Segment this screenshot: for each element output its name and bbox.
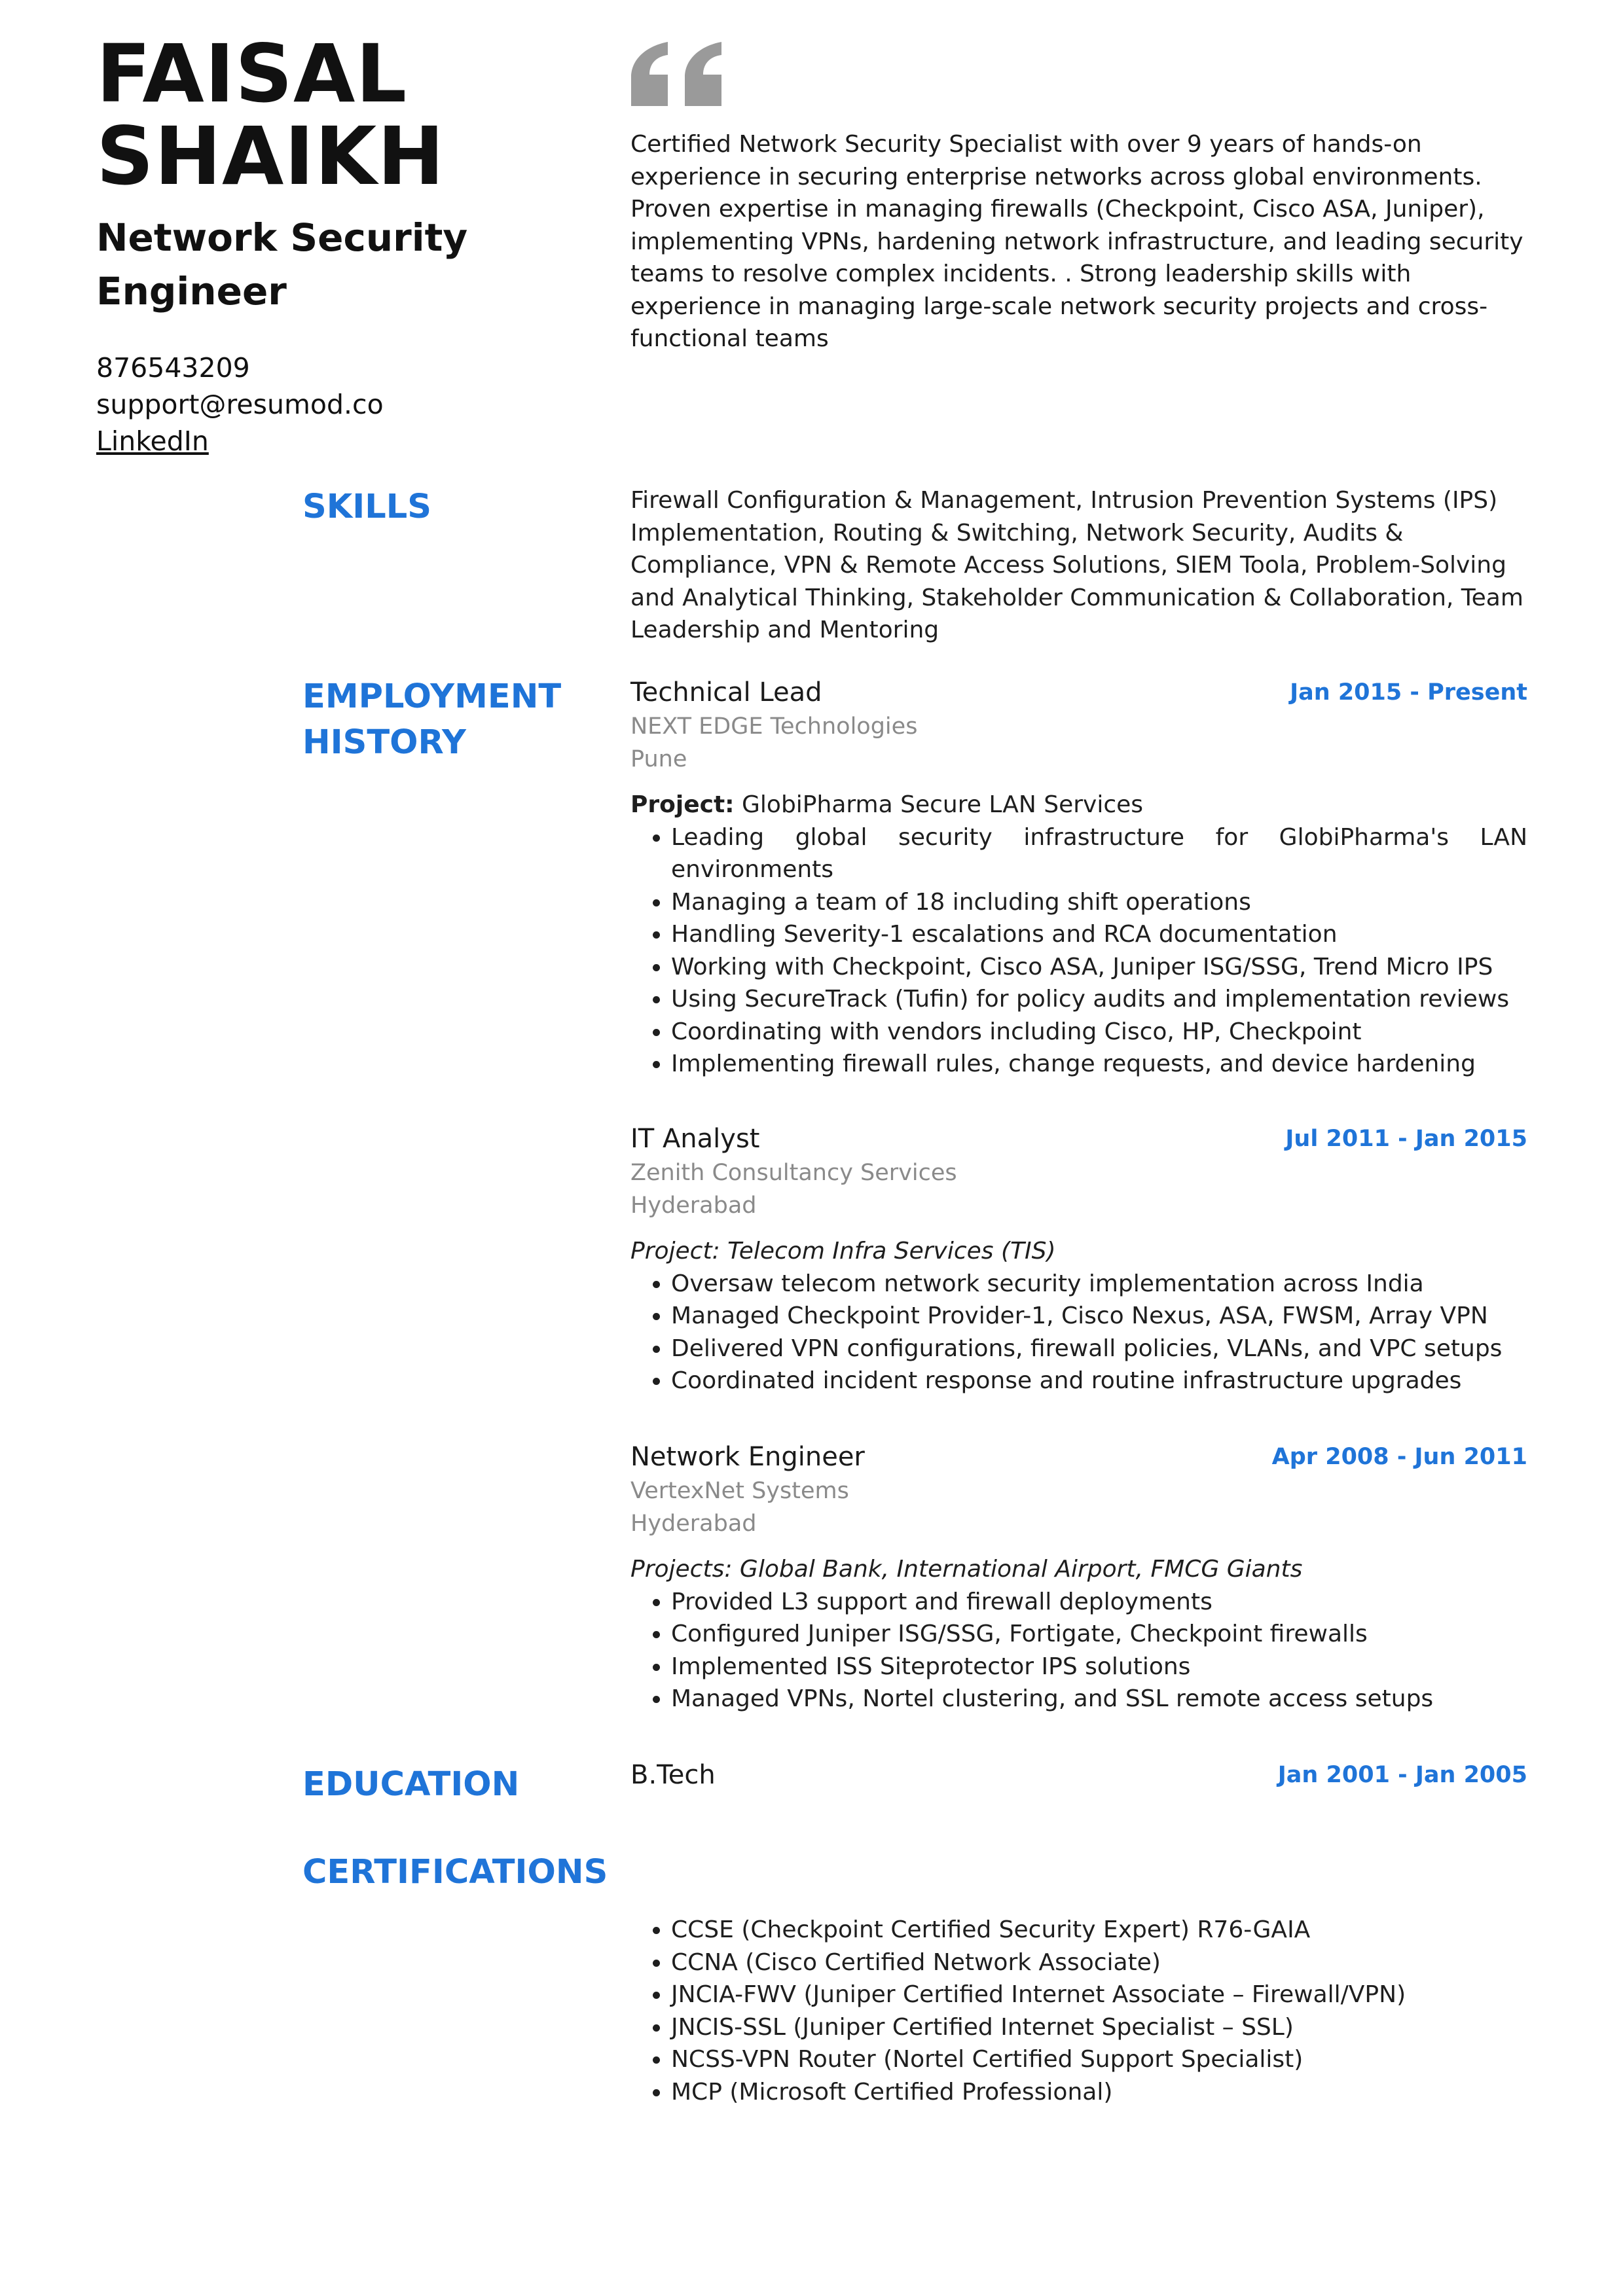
list-item: • NCSS-VPN Router (Nortel Certified Support Specialist) xyxy=(671,2043,1527,2076)
education-dates: Jan 2001 - Jan 2005 xyxy=(1277,1762,1527,1788)
certifications-list xyxy=(630,1914,1527,2108)
section-heading-skills: SKILLS xyxy=(302,488,431,526)
job-entry xyxy=(630,1439,1527,1715)
job-city: Pune xyxy=(630,745,687,772)
job-dates: Apr 2008 - Jun 2011 xyxy=(1271,1444,1527,1470)
list-item: • Coordinating with vendors including Cisco, HP, Checkpoint xyxy=(671,1016,1527,1049)
list-item: • Managed VPNs, Nortel clustering, and SSL remote access setups xyxy=(671,1683,1527,1715)
list-item: • JNCIA-FWV (Juniper Certified Internet Associate – Firewall/VPN) xyxy=(671,1979,1527,2011)
phone-number: 876543209 xyxy=(96,352,250,384)
job-company: NEXT EDGE Technologies xyxy=(630,713,918,740)
list-item: • Managed Checkpoint Provider-1, Cisco Nexus, ASA, FWSM, Array VPN xyxy=(671,1300,1527,1333)
list-item: • Coordinated incident response and routine infrastructure upgrades xyxy=(671,1365,1527,1397)
job-city: Hyderabad xyxy=(630,1192,757,1219)
list-item: • Provided L3 support and firewall deployments xyxy=(671,1586,1527,1619)
list-item: • Using SecureTrack (Tufin) for policy audits and implementation reviews xyxy=(671,983,1527,1016)
skills-text: Firewall Configuration & Management, Intrusion Prevention Systems (IPS) Implementation, Routing & Switching, Network Security, Audits & Compliance, VPN & Remote Access Solutions, SIEM Toola, Problem-Solving and Analytical Thinking, Stakeholder Communication & Collaboration, Team Leadership and Mentoring xyxy=(630,487,1523,643)
last-name: SHAIKH xyxy=(96,110,445,203)
contact-block xyxy=(96,350,384,459)
section-heading-certifications: CERTIFICATIONS xyxy=(302,1853,608,1892)
list-item: • Working with Checkpoint, Cisco ASA, Juniper ISG/SSG, Trend Micro IPS xyxy=(671,951,1527,984)
list-item: • Oversaw telecom network security implementation across India xyxy=(671,1268,1527,1300)
job-project xyxy=(630,1235,1527,1268)
email-address: support@resumod.co xyxy=(96,389,384,420)
job-city: Hyderabad xyxy=(630,1510,757,1537)
list-item: • CCSE (Checkpoint Certified Security Expert) R76-GAIA xyxy=(671,1914,1527,1946)
job-bullets xyxy=(630,821,1527,1081)
project-label: Projects xyxy=(630,1556,725,1583)
quote-mark-icon xyxy=(627,37,725,110)
certification-bullets xyxy=(630,1914,1527,2108)
section-heading-education: EDUCATION xyxy=(302,1765,520,1804)
list-item: • MCP (Microsoft Certified Professional) xyxy=(671,2076,1527,2109)
job-entry xyxy=(630,674,1527,1081)
job-entry xyxy=(630,1121,1527,1397)
list-item: • Configured Juniper ISG/SSG, Fortigate, Checkpoint firewalls xyxy=(671,1618,1527,1651)
list-item: • Implemented ISS Siteprotector IPS solutions xyxy=(671,1651,1527,1683)
job-role: IT Analyst xyxy=(630,1124,760,1154)
job-bullets xyxy=(630,1268,1527,1397)
education-entry xyxy=(630,1757,1527,1793)
job-project xyxy=(630,789,1527,821)
job-title: Network Security Engineer xyxy=(96,215,468,314)
project-value: GlobiPharma Secure LAN Services xyxy=(734,791,1144,818)
job-company: VertexNet Systems xyxy=(630,1478,849,1504)
degree: B.Tech xyxy=(630,1760,716,1790)
list-item: • Implementing firewall rules, change requests, and device hardening xyxy=(671,1048,1527,1081)
profile-summary: Certified Network Security Specialist with over 9 years of hands-on experience in securing enterprise networks across global environments. Proven expertise in managing firewalls (Checkpoint, Cisco ASA, Juniper), implementing VPNs, hardening network infrastructure, and leading security teams to resolve complex incidents. . Strong leadership skills with experience in managing large-scale network security projects and cross-functional teams xyxy=(630,131,1523,352)
job-role: Technical Lead xyxy=(630,677,822,708)
list-item: • Leading global security infrastructure for GlobiPharma's LAN environments xyxy=(671,821,1527,886)
candidate-name xyxy=(96,27,445,203)
job-dates: Jan 2015 - Present xyxy=(1290,679,1527,706)
linkedin-link[interactable]: LinkedIn xyxy=(96,425,209,457)
project-label: Project xyxy=(630,1238,712,1265)
first-name: FAISAL xyxy=(96,27,408,120)
list-item: • CCNA (Cisco Certified Network Associate) xyxy=(671,1946,1527,1979)
list-item: • Delivered VPN configurations, firewall policies, VLANs, and VPC setups xyxy=(671,1333,1527,1365)
project-value: : Telecom Infra Services (TIS) xyxy=(712,1238,1056,1265)
job-company: Zenith Consultancy Services xyxy=(630,1160,957,1186)
list-item: • Managing a team of 18 including shift operations xyxy=(671,886,1527,919)
project-label: Project: xyxy=(630,791,735,818)
job-project xyxy=(630,1553,1527,1586)
list-item: • Handling Severity-1 escalations and RCA documentation xyxy=(671,918,1527,951)
list-item: • JNCIS-SSL (Juniper Certified Internet Specialist – SSL) xyxy=(671,2011,1527,2044)
project-value: : Global Bank, International Airport, FMCG Giants xyxy=(724,1556,1303,1583)
job-dates: Jul 2011 - Jan 2015 xyxy=(1285,1126,1527,1152)
job-role: Network Engineer xyxy=(630,1442,865,1472)
job-bullets xyxy=(630,1586,1527,1715)
section-heading-employment: EMPLOYMENT HISTORY xyxy=(302,677,562,762)
